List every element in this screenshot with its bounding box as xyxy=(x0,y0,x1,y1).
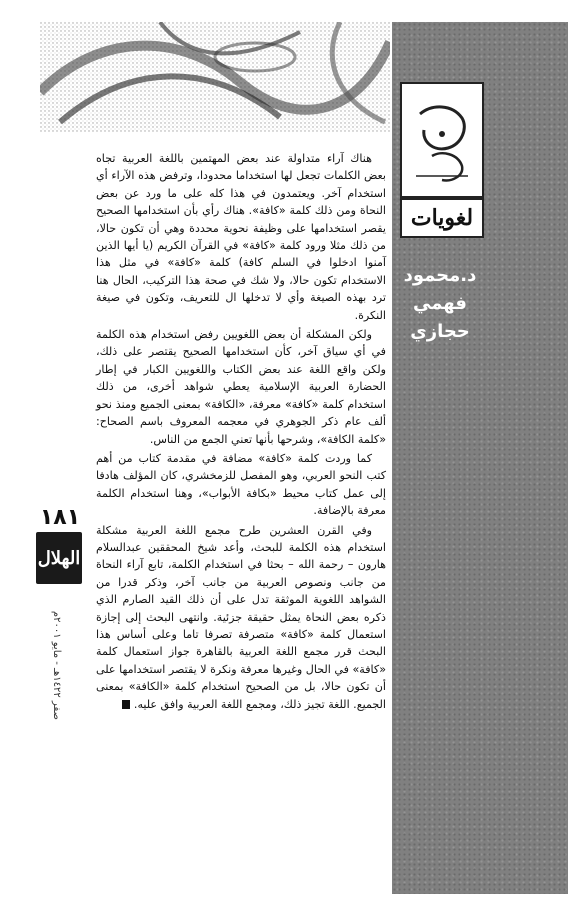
author-name-line-3: حجازي xyxy=(410,321,470,342)
author-name-line-2: فهمي xyxy=(413,293,467,314)
author-name xyxy=(400,262,480,346)
section-label: لغويات xyxy=(400,198,484,238)
article-body xyxy=(96,150,386,715)
article-paragraph-4-text: وفي القرن العشرين طرح مجمع اللغة العربية مشكلة استخدام هذه الكلمة للبحث، وأعد شيخ المحققين عبدالسلام هارون – رحمة الله – بحثا في استخدام الكلمة، تابع آراء النحاة من جانب ونصوص العربية من جانب آخر، وذكر قدرا من الشواهد اللغوية الموثقة تدل على أن ذلك القيد الصارم الذي ذكره بعض النحاة يمثل حقيقة جزئية. وانتهى البحث إلى إجازة استعمال كلمة «كافة» متصرفة تصرفا تاما وعلى أساس هذا البحث قرر مجمع اللغة العربية بالقاهرة جواز استعمال كلمة «كافة» في الحال وغيرها معرفة ونكرة لا يقتصر استخدامها على أن تكون حالا، بل من الصحيح استخدام كلمة «الكافة» بمعنى الجميع. اللغة تجيز ذلك، ومجمع اللغة العربية وافق عليه. xyxy=(96,523,386,711)
page-number: ١٨١ xyxy=(39,505,81,530)
article-paragraph-1: هناك آراء متداولة عند بعض المهتمين باللغة العربية تجاه بعض الكلمات تجعل لها استخداما محدودا، وترفض هذه الآراء أي استخدام آخر. ويعتمدون في هذا كله على ما ورد عن بعض النحاة ومن ذلك كلمة «كافة». هناك رأي بأن استخدامها الصحيح يقصر استخدامها على وظيفة نحوية محددة وهي أن تكون حالا، من ذلك مثلا ورود كلمة «كافة» في القرآن الكريم (يا أيها الذين آمنوا ادخلوا في السلم كافة) كلمة «كافة» في مثل هذا الاستخدام تكون حالا، ولا شك في صحة هذا التركيب، الحال هنا ترد بهذه الصيغة وأي لا تدخلها ال للتعريف، وتكون في صيغة النكرة. xyxy=(96,152,386,322)
header-decorative-art xyxy=(40,22,390,132)
calligraphy-emblem-icon xyxy=(402,84,482,196)
article-paragraph-4 xyxy=(96,522,386,713)
section-emblem xyxy=(400,82,484,198)
article-paragraph-2: ولكن المشكلة أن بعض اللغويين رفض استخدام هذه الكلمة في أي سياق آخر، كأن استخدامها الصحيح يقتصر على ذلك، ولكن واقع اللغة عند بعض الكتاب واللغويين الكبار في إطار الحضارة العربية الإسلامية يعطي شواهد أخرى، من ذلك استخدام كلمة «كافة» معرفة، «الكافة» بمعنى الجميع ومنذ نحو ألف عام ذكر الجوهري في معجمه المعروف باسم الصحاح: «كلمة الكافة»، وشرحها بأنها تعني الجمع من الناس. xyxy=(96,328,386,446)
issue-date: صفر ١٤٢٢هـ - مايو ٢٠٠١م xyxy=(51,610,62,720)
author-name-line-1: د.محمود xyxy=(403,265,477,286)
end-of-article-icon xyxy=(122,700,130,709)
article-paragraph-3: كما وردت كلمة «كافة» مضافة في مقدمة كتاب من أهم كتب النحو العربي، وهو المفصل للزمخشري، كان المؤلف هادفا إلى عمل كتاب محيط «بكافة الأبواب»، وهنا استخدام الكلمة معرفة بالإضافة. xyxy=(96,451,386,518)
magazine-logo: الهلال xyxy=(36,532,82,584)
